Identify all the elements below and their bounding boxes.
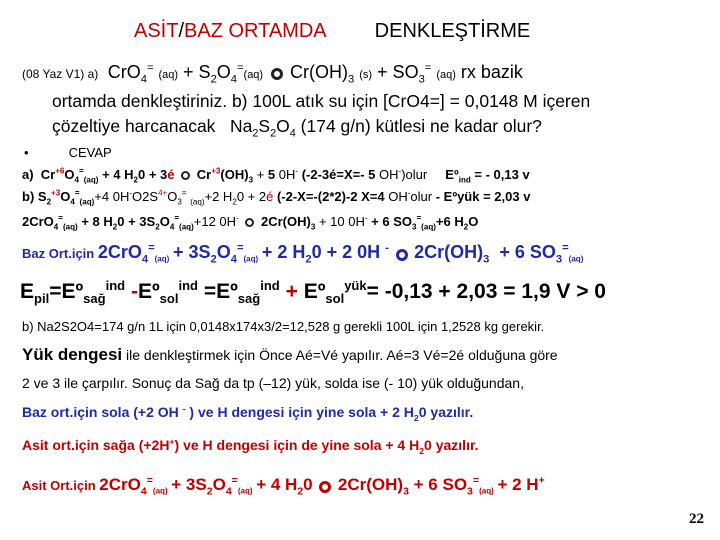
asit-saga-note: Asit ort.için sağa (+2H+) ve H dengesi için de yine sola + 4 $H_20$ yazılır. xyxy=(22,436,479,456)
baz-sola-note: Baz ort.için sola (+2 OH - ) ve H dengesi için yine sola + 2 $H_20$ yazılır. xyxy=(22,403,474,423)
part-b-solution: b) Na2S2O4=174 g/n 1L için 0,0148x174x3/2=12,528 g gerekli 100L için 1,2528 kg gerekir. xyxy=(22,319,545,334)
baz-ortam-equation: Baz Ort.için $2CrO_4^=_{(aq)} + 3S_2O_4^=_{(aq)} + 2$ $H_20 + 2$ 0H - $2Cr(OH)_3 + 6$ $SO_3^=_{(aq)}$ xyxy=(22,242,584,266)
answer-line-b: b) $S_2^{+3}O_4^=_{(aq)}+4$ $0H^-O2S^{4+}O_3^=$ $_{(aq)}$+2 $H_20$ + 2é (-2-X=-(2*2)-2 X=4 OH-olur - Eºyük = 2,03 v xyxy=(22,188,531,207)
epil-equation: $E_{pil}=Eº_{sağ}^{ind}$ -Eº$_{sol}^{ind}$ =Eº$_{sağ}^{ind}$ + Eº$_{sol}^{yük}$= -0,13 + 2,03 = 1,9 V > 0 xyxy=(20,278,606,307)
page-title: ASİT/BAZ ORTAMDA DENKLEŞTİRME xyxy=(134,20,531,42)
cevap-label: • CEVAP xyxy=(24,145,112,160)
asit-ortam-equation: Asit Ort.için $2CrO_4^=_{(aq)} + 3S_2O_4^=_{(aq)} + 4$ $H_20$ $2Cr(OH)_3 + 6$ $SO_3^=_{(aq)} + 2$ H+ xyxy=(22,474,545,498)
reaction-arrow-circle-icon xyxy=(396,249,408,261)
reaction-arrow-circle-icon xyxy=(181,171,190,180)
yuk-dengesi-line-1: Yük dengesi ile denkleştirmek için Önce Aé=Vé yapılır. Aé=3 Vé=2é olduğuna göre xyxy=(22,345,558,364)
answer-line-a: a) $Cr^{+6}O_4^=_{(aq)} + 4$ $H_20$ + 3é $Cr^{+3}(OH)_3 + 5$ 0H- (-2-3é=X=- 5 OH-)olur Eº$_{ind}$ = - 0,13 v xyxy=(22,166,530,185)
reaction-arrow-circle-icon xyxy=(271,68,283,80)
yuk-dengesi-line-2: 2 ve 3 ile çarpılır. Sonuç da Sağ da tp (–12) yük, solda ise (- 10) yük olduğundan, xyxy=(22,375,524,391)
answer-line-combined: 2CrO$_4$=$_{(aq)}$ + 8 $H_20 + 3S_2O_4^=_{(aq)}+12$ 0H- $2Cr(OH)_3 + 10$ 0H- + 6 $SO_3^=_{(aq)}+6$ $H_2O$ xyxy=(22,213,479,232)
reaction-arrow-circle-icon xyxy=(319,481,331,493)
question-line-2: ortamda denkleştiriniz. b) 100L atık su için [CrO4=] = 0,0148 M içeren xyxy=(52,91,591,111)
reaction-arrow-circle-icon xyxy=(245,218,254,227)
question-line-3: çözeltiye harcanacak $Na_2S_2O_4$ (174 g/n) kütlesi ne kadar olur? xyxy=(52,116,542,140)
question-line-1: (08 Yaz V1) a) CrO$_4$= $(aq) + S_2O_4^=(aq)$ $Cr(OH)_3$ $(s) + SO_3^=$ (aq) rx bazik xyxy=(22,62,523,86)
page-number: 22 xyxy=(689,511,704,527)
